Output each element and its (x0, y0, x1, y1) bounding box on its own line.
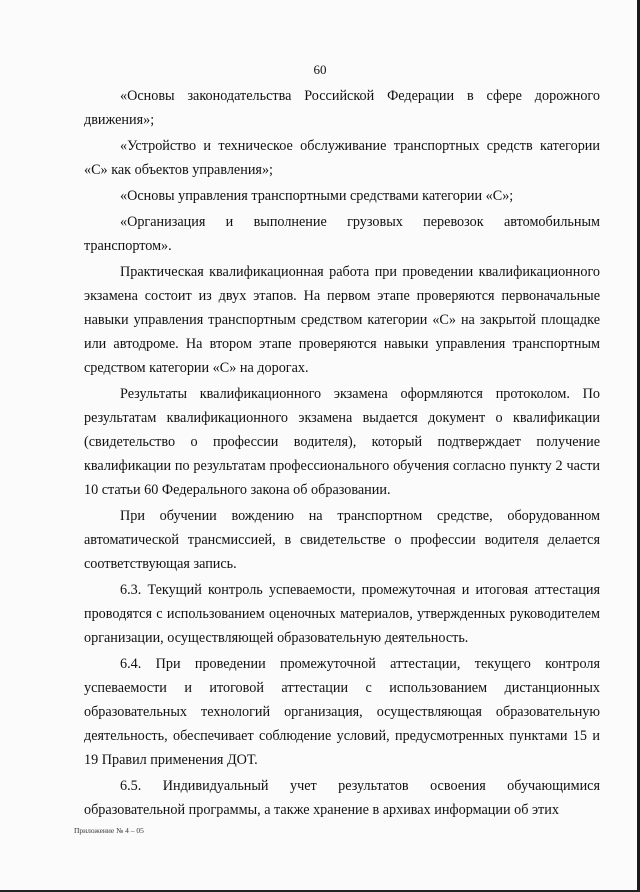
document-body (84, 84, 600, 822)
paragraph: «Основы управления транспортными средствами категории «С»; (120, 188, 514, 204)
paragraph: При обучении вождению на транспортном средстве, оборудованном автоматической трансмиссией, в свидетельстве о профессии водителя делается соответствующая запись. (84, 508, 600, 572)
paragraph: 6.5. Индивидуальный учет результатов освоения обучающимися образовательной программы, а также хранение в архивах информации об этих (84, 778, 600, 818)
paragraph: 6.4. При проведении промежуточной аттестации, текущего контроля успеваемости и итоговой аттестации с использованием дистанционных образовательных технологий организация, осуществляющая образовательную деятельность, обеспечивает соблюдение условий, предусмотренных пунктами 15 и 19 Правил применения ДОТ. (84, 656, 600, 768)
paragraph: Результаты квалификационного экзамена оформляются протоколом. По результатам квалификационного экзамена выдается документ о квалификации (свидетельство о профессии водителя), который подтверждает получение квалификации по результатам профессионального обучения согласно пункту 2 части 10 статьи 60 Федерального закона об образовании. (84, 386, 600, 498)
page-number: 60 (313, 62, 327, 77)
paragraph: 6.3. Текущий контроль успеваемости, промежуточная и итоговая аттестация проводятся с использованием оценочных материалов, утвержденных руководителем организации, осуществляющей образовательную деятельность. (84, 582, 600, 646)
paragraph: «Устройство и техническое обслуживание транспортных средств категории «С» как объектов управления»; (84, 138, 600, 178)
paragraph: Практическая квалификационная работа при проведении квалификационного экзамена состоит из двух этапов. На первом этапе проверяются первоначальные навыки управления транспортным средством категории «С» на закрытой площадке или автодроме. На втором этапе проверяются навыки управления транспортным средством категории «С» на дорогах. (84, 264, 600, 376)
paragraph: «Основы законодательства Российской Федерации в сфере дорожного движения»; (84, 88, 600, 128)
paragraph: «Организация и выполнение грузовых перевозок автомобильным транспортом». (84, 214, 600, 254)
page-footer: Приложение № 4 – 05 (74, 826, 144, 835)
